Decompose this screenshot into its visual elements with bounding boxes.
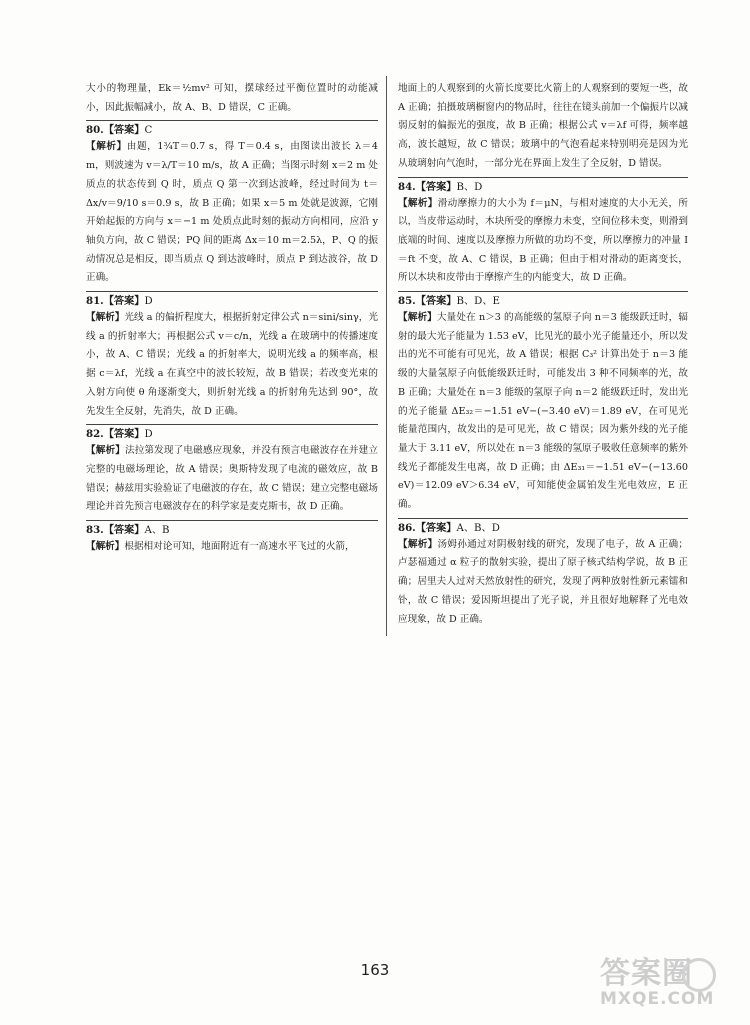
- explanation-label: 【解析】: [398, 538, 438, 550]
- answer-header: 82.【答案】: [86, 428, 145, 441]
- explanation-label: 【解析】: [86, 541, 125, 553]
- answer-header: 86.【答案】: [398, 521, 457, 534]
- answer-entry-83-continued: [398, 80, 688, 178]
- explanation-text: 地面上的人观察到的火箭长度要比火箭上的人观察到的要短一些，故 A 正确；拍摄玻璃橱窗内的物品时，往往在镜头前加一个偏振片以减弱反射的偏振光的强度，故 B 正确；根据公式 v＝λf 可得，频率越高，波长越短，故 C 错误；玻璃中的气泡看起来特别明亮是因为光从玻璃射向气泡时，一部分光在界面上发生了全反射，D 错误。: [398, 83, 688, 169]
- left-column: [86, 80, 378, 557]
- answer-value: C: [144, 125, 153, 137]
- column-divider: [386, 76, 387, 636]
- answer-header: 84.【答案】: [398, 180, 457, 193]
- page-number: 163: [360, 961, 390, 979]
- explanation-text: 大小的物理量，Ek＝½mv² 可知，摆球经过平衡位置时的动能减小，因此振幅减小，故 A、B、D 错误，C 正确。: [86, 83, 378, 113]
- explanation-text: 由题，1¾T＝0.7 s，得 T＝0.4 s，由图读出波长 λ＝4 m，则波速为 v＝λ/T＝10 m/s，故 A 正确；当图示时刻 x＝2 m 处质点的状态传到 Q 时，质点 Q 第一次到达波峰，经过时间为 t＝Δx/v＝9/10 s＝0.9 s，故 B 正确；如果 x＝5 m 处就是波源，它刚开始起振的方向与 x＝−1 m 处质点此时刻的振动方向相同，应沿 y 轴负方向，故 C 错误；PQ 间的距离 Δx＝10 m＝2.5λ，P、Q 的振动情况总是相反，即当质点 Q 到达波峰时，质点 P 到达波谷，故 D 正确。: [86, 141, 379, 284]
- answer-entry-continued: [86, 80, 378, 121]
- watermark-ring-icon: [682, 958, 716, 992]
- explanation-label: 【解析】: [398, 197, 438, 209]
- right-column: [398, 80, 688, 629]
- watermark-url: MXQE.COM: [600, 989, 715, 1009]
- explanation-label: 【解析】: [86, 141, 127, 153]
- watermark-logo: 答案圈: [600, 956, 693, 991]
- answer-entry-83: [86, 523, 378, 557]
- explanation-text: 根据相对论可知，地面附近有一高速水平飞过的火箭，: [124, 541, 355, 553]
- answer-header: 81.【答案】: [86, 295, 145, 308]
- answer-value: A、B: [144, 525, 170, 537]
- explanation-label: 【解析】: [398, 312, 437, 324]
- answer-header: 85.【答案】: [398, 295, 457, 308]
- answer-value: A、B、D: [456, 522, 500, 534]
- answer-header: 80.【答案】: [86, 124, 145, 137]
- answer-entry-86: [398, 521, 688, 630]
- answer-entry-81: [86, 294, 378, 425]
- answer-value: B、D、E: [456, 296, 500, 308]
- explanation-label: 【解析】: [86, 312, 125, 324]
- answer-entry-85: [398, 294, 688, 519]
- answer-value: D: [144, 296, 153, 308]
- answer-entry-80: [86, 123, 378, 292]
- answer-entry-84: [398, 180, 688, 293]
- answer-entry-82: [86, 427, 378, 521]
- explanation-text: 滑动摩擦力的大小为 f＝μN，与相对速度的大小无关，所以，当皮带运动时，木块所受的摩擦力未变，空间位移未变，则滑到底端的时间、速度以及摩擦力所做的功均不变，所以摩擦力的冲量 I＝ft 不变，故 A、C 错误，B 正确；但由于相对滑动的距离变长，所以木块和皮带由于摩擦产生的内能变大，故 D 正确。: [398, 197, 688, 284]
- answer-value: B、D: [456, 181, 483, 193]
- explanation-text: 光线 a 的偏折程度大，根据折射定律公式 n＝sini/sinγ，光线 a 的折射率大；再根据公式 v＝c/n，光线 a 在玻璃中的传播速度小，故 A、C 错误；光线 a 的折射率大，说明光线 a 的频率高，根据 c＝λf，光线 a 在真空中的波长较短，故 B 错误；若改变光束的入射方向使 θ 角逐渐变大，则折射光线 a 的折射角先达到 90°，故先发生全反射，先消失，故 D 正确。: [86, 312, 378, 417]
- answer-header: 83.【答案】: [86, 524, 145, 537]
- answer-value: D: [144, 429, 153, 441]
- explanation-label: 【解析】: [86, 445, 125, 457]
- explanation-text: 汤姆孙通过对阴极射线的研究，发现了电子，故 A 正确；卢瑟福通过 α 粒子的散射实验，提出了原子核式结构学说，故 B 正确；居里夫人过对天然放射性的研究，发现了两种放射性新元素镭和钋，故 C 错误；爱因斯坦提出了光子说，并且很好地解释了光电效应现象，故 D 正确。: [398, 538, 689, 625]
- explanation-text: 大量处在 n＞3 的高能级的氢原子向 n＝3 能级跃迁时，辐射的最大光子能量为 1.53 eV，比见光的最小光子能量还小，所以发出的光不可能有可见光，故 A 错误；根据 C₃² 计算出处于 n＝3 能级的大量氢原子向低能级跃迁时，可能发出 3 种不同频率的光，故 B 正确；大量处在 n＝3 能级的氢原子向 n＝2 能级跃迁时，发出光的光子能量 ΔE₃₂＝−1.51 eV−(−3.40 eV)＝1.89 eV，在可见光能量范围内，故发出的是可见光，故 C 错误；因为紫外线的光子能量大于 3.11 eV，所以处在 n＝3 能级的氢原子吸收任意频率的紫外线光子都能发生电离，故 D 正确；由 ΔE₃₁＝−1.51 eV−(−13.60 eV)＝12.09 eV＞6.34 eV，可知能使金属铂发生光电效应，E 正确。: [398, 312, 689, 511]
- watermark: [600, 958, 732, 1012]
- explanation-text: 法拉第发现了电磁感应现象，并没有预言电磁波存在并建立完整的电磁场理论，故 A 错误；奥斯特发现了电流的磁效应，故 B 错误；赫兹用实验验证了电磁波的存在，故 C 错误；建立完整电磁场理论并首先预言电磁波存在的科学家是麦克斯韦，故 D 正确。: [86, 445, 378, 513]
